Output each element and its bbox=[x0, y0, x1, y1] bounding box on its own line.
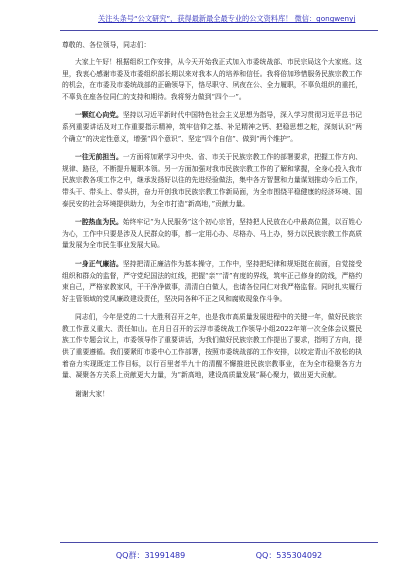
paragraph-responsibility bbox=[62, 152, 362, 210]
paragraph-lead: 一颗红心向党。 bbox=[75, 111, 123, 120]
paragraph-opening: 大家上午好！根据组织工作安排，从今天开始我正式加入市委统战部、市民宗局这个大家庭。这里，我衷心感谢市委及市委组织部长期以来对我本人的培养和信任。我将倍加珍惜服务民族宗教工作的机会，在市委及市委统战部的正确领导下，恪尽职守、夙夜在公、全力履职，不辜负组织的重托，不辜负在座各位同仁的支持和期待。我将努力做到“四个一”。 bbox=[62, 58, 362, 101]
header-watermark-link[interactable]: 关注头条号“公文研究”，获得最新最全最专业的公文资料库！ 微信：gongwenyj bbox=[98, 14, 356, 23]
paragraph-text: 坚持把清正廉洁作为基本操守，工作中，坚持把纪律和规矩挺在前面，自觉接受组织和群众的监督，严守党纪国法的红线，把握“亲”“清”有度的界线，筑牢正己修身的防线，严格约束自己，严格家教家风，干干净净做事，清清白白做人，也请各位同仁对我严格监督。同时扎实履行好主管领域的党风廉政建设责任，坚决同各种不正之风和腐败现象作斗争。 bbox=[62, 259, 363, 303]
paragraph-people bbox=[62, 217, 362, 252]
salutation: 尊敬的、各位领导，同志们： bbox=[62, 41, 151, 49]
closing-thanks: 谢谢大家！ bbox=[75, 389, 109, 398]
footer-qq-group: QQ群：31991489 bbox=[115, 551, 186, 560]
paragraph-text: 始终牢记“为人民服务”这个初心宗旨，坚持把人民放在心中最高位置，以百姓心为心，工作中只要是涉及人民群众的事，都一定用心办、尽格办、马上办，努力以民族宗教工作高质量发展为全市民生事业发展大局。 bbox=[62, 218, 363, 250]
paragraph-integrity bbox=[62, 259, 362, 305]
footer-qq-number: QQ：535304092 bbox=[255, 551, 323, 560]
footer-divider bbox=[60, 542, 378, 543]
paragraph-lead: 一腔热血为民。 bbox=[75, 218, 123, 227]
header-divider bbox=[60, 30, 378, 31]
paragraph-loyalty bbox=[62, 110, 362, 145]
paragraph-text: 一方面将加紧学习中央、省、市关于民族宗教工作的部署要求，把握工作方向、规律、路径，不断提升履职本领。另一方面加强对我市民族宗教工作的了解和掌握，全身心投入我市民族宗教各项工作之中，继承发扬好以往的先进经验做法，集中各方智慧和力量谋划推动今后工作，带头干、带头上、带头拼，奋力开创我市民族宗教工作新局面，为全市围绕平稳健康的经济环境、国泰民安的社会环境提供助力，为全市打造“新高地，”贡献力量。 bbox=[62, 153, 363, 208]
paragraph-text: 坚持以习近平新时代中国特色社会主义思想为指导，深入学习贯彻习近平总书记系列重要讲话及对工作重要指示精神，筑牢信仰之基、补足精神之钙、把稳思想之舵，深刻认识“两个确立”的决定性意义，增强“四个意识”、坚定“四个自信”、做到“两个维护”。 bbox=[62, 111, 363, 143]
paragraph-conclusion: 同志们，今年是党的二十大胜利召开之年，也是我市高质量发展进程中的关键一年，做好民族宗教工作意义重大、责任如山。在月日召开的云浮市委统战工作领导小组2022年第一次全体会议暨民族工作专题会议上，市委领导作了重要讲话，为我们做好民族宗教工作提出了要求，指明了方向，提供了重要遵循。我们要紧盯市委中心工作部署，按照市委统战部的工作安排，以咬定青山不放松的执着奋力实现既定工作目标，以行百里者半九十的清醒不懈推进民族宗教事业，在为全市稳聚各方力量、凝聚各方关系上贡献更大力量，为“新高地，建设高质量发展”凝心聚力，做出更大贡献。 bbox=[62, 313, 362, 380]
footer-contact bbox=[60, 549, 378, 563]
paragraph-lead: 一身正气廉洁。 bbox=[75, 259, 123, 268]
speech-body bbox=[62, 40, 362, 407]
paragraph-lead: 一往无前担当。 bbox=[75, 153, 123, 162]
